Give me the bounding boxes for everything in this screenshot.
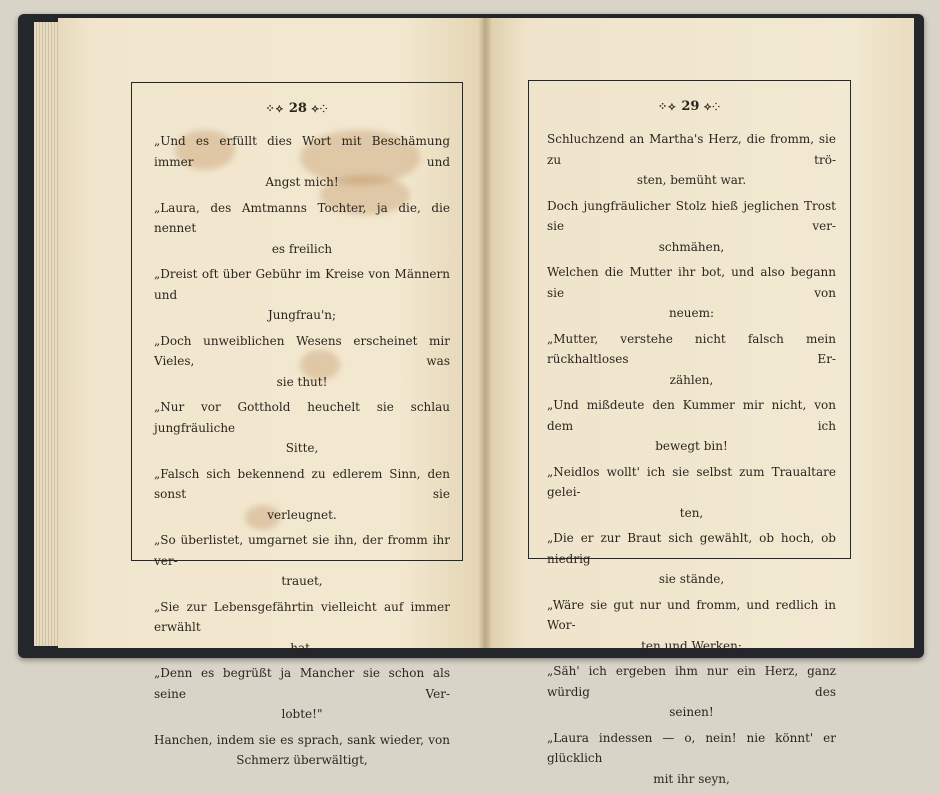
verse-line: „Denn es begrüßt ja Mancher sie schon als seine Ver- xyxy=(154,666,450,701)
verse-continuation: ten, xyxy=(679,505,704,520)
verse xyxy=(154,730,450,771)
verse-line: „Mutter, verstehe nicht falsch mein rückhaltloses Er- xyxy=(547,331,836,366)
verse-line: „Laura indessen — o, nein! nie könnt' er glücklich xyxy=(547,730,836,765)
verse xyxy=(154,663,450,725)
verse-line: „Doch unweiblichen Wesens erscheinet mir Vieles, was xyxy=(154,333,450,368)
verse-line: „Neidlos wollt' ich sie selbst zum Traualtare gelei- xyxy=(547,464,836,499)
verse-continuation: neuem: xyxy=(668,306,715,320)
verse-continuation: mit ihr seyn, xyxy=(653,771,730,786)
page-edges xyxy=(34,22,60,646)
ornament-icon: ⁘⟡ xyxy=(265,102,289,115)
verse xyxy=(154,131,450,193)
verse xyxy=(547,595,836,657)
verse-line: „Wäre sie gut nur und fromm, und redlich in Wor- xyxy=(547,597,836,632)
verse-continuation: sie stände, xyxy=(658,572,725,586)
verse-line: Welchen die Mutter ihr bot, und also begann sie von xyxy=(547,265,836,300)
verse-continuation: trauet, xyxy=(281,574,323,588)
verse-line: „Die er zur Braut sich gewählt, ob hoch, ob niedrig xyxy=(547,531,836,566)
verse xyxy=(154,464,450,526)
verse xyxy=(154,397,450,459)
ornament-icon: ⟡⁘ xyxy=(311,102,329,115)
verse-continuation: lobte!" xyxy=(281,707,323,721)
verse-continuation: Sitte, xyxy=(285,441,319,455)
right-text-frame xyxy=(528,80,851,786)
verse-line: Hanchen, indem sie es sprach, sank wieder, von xyxy=(154,732,450,747)
verse-continuation: hat, xyxy=(290,640,314,655)
verse xyxy=(154,198,450,260)
verse xyxy=(547,528,836,590)
verse xyxy=(547,129,836,191)
verse xyxy=(154,597,450,659)
verse-line: „Dreist oft über Gebühr im Kreise von Männern und xyxy=(154,267,450,302)
verse-continuation: Schmerz überwältigt, xyxy=(236,753,368,767)
verse-line: „Nur vor Gotthold heuchelt sie schlau jungfräuliche xyxy=(154,400,450,435)
right-page-text xyxy=(547,129,836,794)
left-page-text xyxy=(154,131,450,776)
verse-line: „Und es erfüllt dies Wort mit Beschämung immer und xyxy=(154,134,450,169)
verse-continuation: sten, bemüht war. xyxy=(636,173,747,187)
book-gutter xyxy=(478,18,492,648)
page-number-right: ⁘⟡ 29 ⟡⁘ xyxy=(658,99,721,114)
verse-line: „So überlistet, umgarnet sie ihn, der fromm ihr ver- xyxy=(154,533,450,568)
verse xyxy=(547,661,836,723)
verse-continuation: sie thut! xyxy=(276,374,328,389)
verse xyxy=(547,728,836,790)
verse-continuation: ten und Werken; xyxy=(641,638,742,653)
verse-line: „Laura, des Amtmanns Tochter, ja die, die nennet xyxy=(154,200,450,235)
verse-line: „Säh' ich ergeben ihm nur ein Herz, ganz würdig des xyxy=(547,664,836,699)
verse xyxy=(154,264,450,326)
verse-continuation: es freilich xyxy=(271,241,333,256)
left-text-frame xyxy=(131,82,463,767)
verse-continuation: Jungfrau'n; xyxy=(267,308,337,322)
verse xyxy=(547,329,836,391)
verse xyxy=(547,262,836,324)
verse xyxy=(547,395,836,457)
verse-continuation: zählen, xyxy=(669,372,714,387)
verse-continuation: seinen! xyxy=(669,705,714,719)
verse xyxy=(547,196,836,258)
verse-line: „Und mißdeute den Kummer mir nicht, von dem ich xyxy=(547,398,836,433)
ornament-icon: ⁘⟡ xyxy=(658,100,682,113)
verse-continuation: schmähen, xyxy=(658,239,725,254)
verse xyxy=(547,462,836,524)
ornament-icon: ⟡⁘ xyxy=(703,100,721,113)
verse-continuation: bewegt bin! xyxy=(655,439,728,453)
verse xyxy=(154,331,450,393)
verse-line: Doch jungfräulicher Stolz hieß jeglichen Trost sie ver- xyxy=(547,198,836,233)
verse-continuation: verleugnet. xyxy=(267,507,337,522)
verse-continuation: Angst mich! xyxy=(265,175,339,189)
page-number-left: ⁘⟡ 28 ⟡⁘ xyxy=(265,101,329,116)
verse xyxy=(154,530,450,592)
verse-line: „Sie zur Lebensgefährtin vielleicht auf immer erwählt xyxy=(154,599,450,634)
verse-line: Schluchzend an Martha's Herz, die fromm, sie zu trö- xyxy=(547,132,836,167)
verse-line: „Falsch sich bekennend zu edlerem Sinn, den sonst sie xyxy=(154,466,450,501)
